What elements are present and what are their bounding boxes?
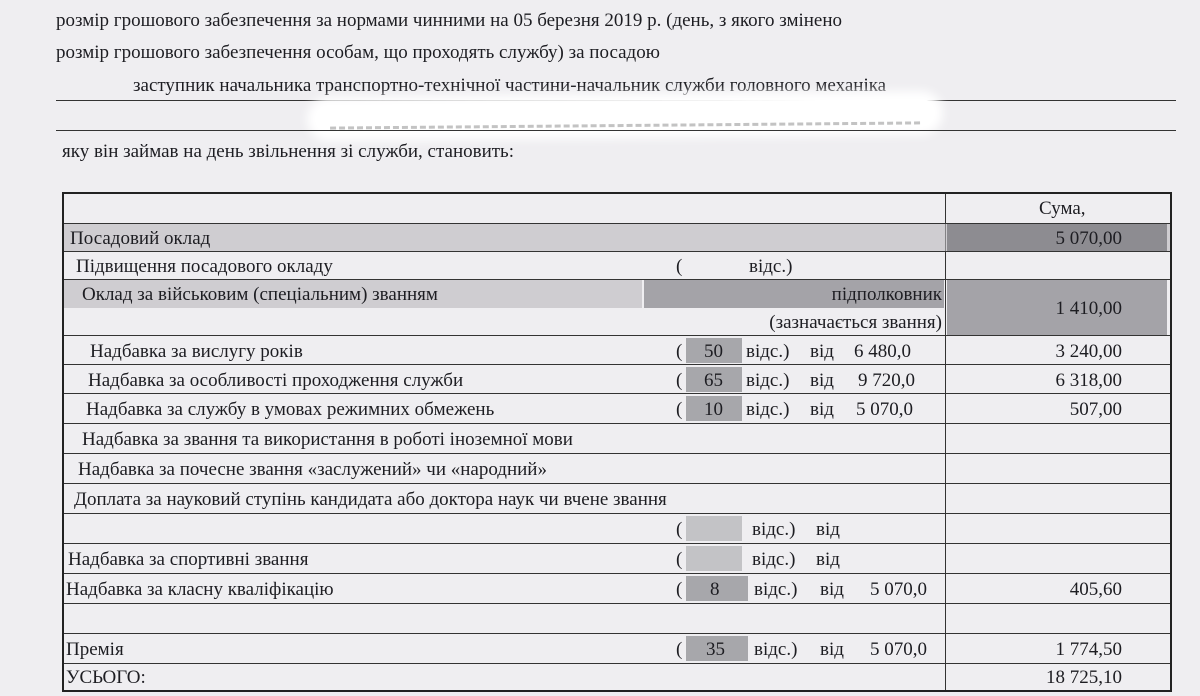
pct-suffix: відс.) [752, 549, 796, 570]
from-label: від [810, 341, 834, 362]
table-row [64, 484, 1170, 514]
position-underline [56, 100, 1176, 101]
pct-value: 8 [710, 579, 720, 600]
paren-open: ( [676, 579, 683, 600]
pct-suffix: відс.) [754, 639, 798, 660]
row-label: Премія [66, 639, 124, 660]
header-line-2: розмір грошового забезпечення особам, що проходять службу) за посадою [56, 42, 660, 63]
pct-value: 10 [704, 399, 723, 420]
row-label: Надбавка за почесне звання «заслужений» чи «народний» [78, 459, 547, 480]
pct-value: 35 [706, 639, 725, 660]
row-label: Надбавка за службу в умовах режимних обмежень [86, 399, 495, 420]
paren-open: ( [676, 639, 683, 660]
paren-open: ( [676, 519, 683, 540]
table-header-row [64, 194, 1170, 224]
header-line-4: яку він займав на день звільнення зі служби, становить: [62, 141, 515, 162]
row-label: Посадовий оклад [70, 228, 211, 249]
total-amount: 18 725,10 [1046, 667, 1122, 688]
table-row [64, 544, 1170, 574]
pct-suffix: відс.) [746, 399, 790, 420]
paren-open: ( [676, 256, 683, 277]
paren-open: ( [676, 399, 683, 420]
name-underline [56, 130, 1176, 131]
base-value: 6 480,0 [854, 341, 911, 362]
pct-suffix: відс.) [746, 341, 790, 362]
table-row [64, 574, 1170, 604]
table-row-total [64, 664, 1170, 692]
row-label: Підвищення посадового окладу [76, 256, 333, 277]
pct-suffix: відс.) [754, 579, 798, 600]
table-row [64, 280, 1170, 336]
from-label: від [810, 370, 834, 391]
pct-value: 50 [704, 341, 723, 362]
from-label: від [816, 519, 840, 540]
paren-open: ( [676, 549, 683, 570]
table-row [64, 454, 1170, 484]
pct-suffix: відс.) [752, 519, 796, 540]
row-label: Надбавка за спортивні звання [68, 549, 309, 570]
row-label: Надбавка за особливості проходження служби [88, 370, 464, 391]
row-amount: 507,00 [1069, 399, 1122, 420]
from-label: від [816, 549, 840, 570]
table-row [64, 336, 1170, 365]
table-row [64, 634, 1170, 664]
row-amount: 1 410,00 [1055, 298, 1122, 319]
base-value: 9 720,0 [858, 370, 915, 391]
paren-open: ( [676, 370, 683, 391]
header-line-1: розмір грошового забезпечення за нормами чинними на 05 березня 2019 р. (день, з якого змінено [56, 10, 843, 31]
row-amount: 405,60 [1069, 579, 1122, 600]
pay-table [62, 192, 1172, 692]
base-value: 5 070,0 [870, 639, 927, 660]
table-row [64, 252, 1170, 280]
row-amount: 6 318,00 [1055, 370, 1122, 391]
row-label: Доплата за науковий ступінь кандидата або доктора наук чи вчене звання [74, 489, 667, 510]
row-label: Оклад за військовим (спеціальним) званням [82, 284, 438, 305]
rank-note: (зазначається звання) [769, 312, 942, 333]
base-value: 5 070,0 [870, 579, 927, 600]
base-value: 5 070,0 [856, 399, 913, 420]
row-label: УСЬОГО: [66, 667, 146, 688]
from-label: від [820, 579, 844, 600]
table-row [64, 365, 1170, 394]
table-row [64, 224, 1170, 252]
table-row [64, 424, 1170, 454]
pct-shading [686, 546, 742, 571]
table-row [64, 604, 1170, 634]
pct-suffix: відс.) [749, 256, 793, 277]
row-amount: 3 240,00 [1055, 341, 1122, 362]
table-row [64, 394, 1170, 424]
sum-header: Сума, [1039, 198, 1086, 219]
row-label: Надбавка за вислугу років [90, 341, 303, 362]
pct-shading [686, 516, 742, 541]
position-title: заступник начальника транспортно-технічної частини-начальник служби головного механіка [133, 75, 887, 96]
pct-suffix: відс.) [746, 370, 790, 391]
paren-open: ( [676, 341, 683, 362]
from-label: від [810, 399, 834, 420]
from-label: від [820, 639, 844, 660]
row-label: Надбавка за класну кваліфікацію [66, 579, 334, 600]
row-label: Надбавка за звання та використання в роботі іноземної мови [82, 429, 573, 450]
table-row [64, 514, 1170, 544]
row-amount: 1 774,50 [1055, 639, 1122, 660]
pct-value: 65 [704, 370, 723, 391]
row-amount: 5 070,00 [1055, 228, 1122, 249]
rank-value: підполковник [831, 284, 942, 305]
